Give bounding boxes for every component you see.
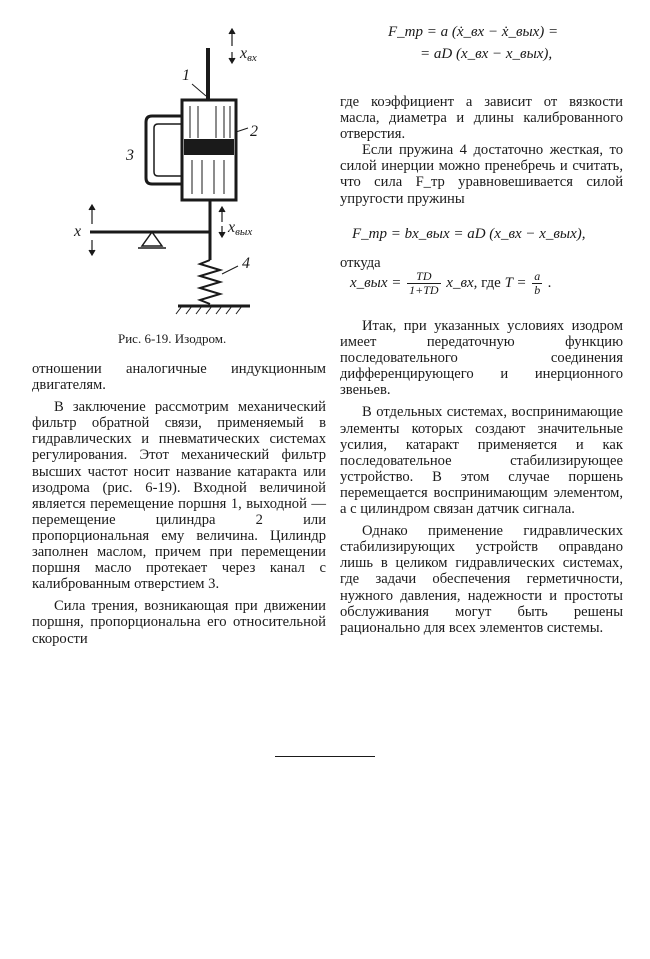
end-rule (275, 756, 375, 757)
word-otkuda: откуда (340, 255, 381, 271)
left-column (32, 361, 326, 647)
eq3-b: b (534, 283, 541, 297)
isodrome-figure (60, 28, 290, 318)
label-x-out: xвых (228, 219, 253, 238)
figure-caption: Рис. 6-19. Изодром. (118, 331, 227, 346)
equation-balance: F_тр = bx_вых = aD (x_вх − x_вых), (352, 226, 586, 242)
arrow-x-in (229, 29, 235, 63)
piston (185, 140, 233, 154)
eq3-end: . (548, 274, 552, 291)
equation-friction-line1: F_тр = a (ẋ_вх − ẋ_вых) = (388, 24, 559, 40)
eq3-lhs: x_вых = (350, 274, 402, 291)
arrow-x-out (219, 207, 225, 237)
right-column-lower (340, 318, 623, 636)
oil-hatching-upper (190, 106, 230, 138)
paragraph-systems: В отдельных системах, воспринимающие элементы которых создают значительные усилия, катаракт применяется и как последовательное стабилизирующее устройство. В этом случае поршень перемещается воспринимающим элементом, а с цилиндром связан датчик сигнала. (340, 404, 623, 518)
eq3-where: где (481, 274, 501, 291)
paragraph-transfer-function: Итак, при указанных условиях изодром имеет передаточную функцию последовательного соединения дифференцирующего и инерционного звеньев. (340, 318, 623, 399)
eq3-denominator: 1+TD (409, 283, 439, 297)
label-part-4: 4 (242, 255, 250, 272)
label-x-left: x (74, 223, 82, 240)
paragraph-continuation: отношении аналогичные индукционным двигателям. (32, 361, 326, 394)
eq3-rhs: x_вх, (446, 274, 478, 291)
paragraph-spring: Если пружина 4 достаточно жесткая, то силой инерции можно пренебречь и считать, что сила F_тр уравновешивается силой упругости пружины (340, 142, 623, 207)
label-part-3: 3 (126, 147, 134, 164)
arrow-x-left (89, 205, 95, 255)
eq3-a: a (534, 269, 541, 283)
eq3-T: T = (504, 274, 527, 291)
paragraph-friction: Сила трения, возникающая при движении поршня, пропорциональна его относительной скорости (32, 598, 326, 647)
right-column (340, 94, 623, 207)
lever-pivot (142, 232, 162, 246)
paragraph-filter: В заключение рассмотрим механический фильтр обратной связи, применяемый в гидравлических и пневматических системах регулирования. Этот механический фильтр высших частот носит название катаракта или изодрома (рис. 6-19). Входной величиной является перемещение поршня 1, выходной — перемещение цилиндра 2 или пропорциональная ему величина. Цилиндр заполнен маслом, причем при перемещении поршня масло протекает через канал с калиброванным отверстием 3. (32, 399, 326, 593)
label-part-2: 2 (250, 123, 258, 140)
oil-hatching-lower (192, 160, 224, 194)
spring (200, 260, 220, 304)
eq3-fraction (407, 270, 440, 297)
paragraph-coefficient: где коэффициент a зависит от вязкости масла, диаметра и длины калиброванного отверстия. (340, 94, 623, 143)
label-part-1: 1 (182, 67, 190, 84)
equation-output (350, 270, 552, 297)
eq3-numerator: TD (407, 270, 440, 284)
bypass-channel (146, 116, 182, 184)
eq3-ab-fraction (532, 270, 542, 297)
paragraph-hydraulic: Однако применение гидравлических стабилизирующих устройств оправдано лишь в целиком гидравлических системах, где задачи обеспечения герметичности, нужного давления, надежности и простоты обслуживания могут быть решены рационально для всех элементов системы. (340, 523, 623, 636)
label-x-in: xвх (240, 45, 257, 64)
equation-friction-line2: = aD (x_вх − x_вых), (420, 46, 553, 62)
